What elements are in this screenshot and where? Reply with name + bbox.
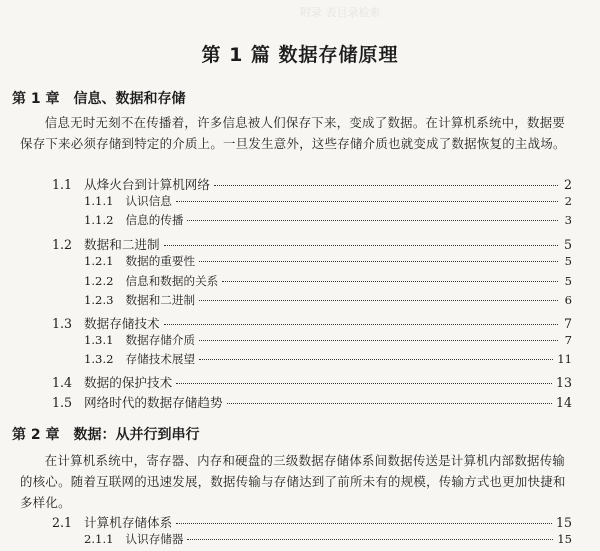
toc-title: 信息和数据的关系 bbox=[125, 274, 219, 288]
leader-dots bbox=[176, 200, 558, 202]
toc-number: 1.2.1 bbox=[84, 254, 114, 268]
toc-number: 1.5 bbox=[52, 395, 73, 410]
chapter-number: 第 1 章 bbox=[12, 91, 60, 107]
toc-page: 5 bbox=[564, 274, 572, 288]
leader-dots bbox=[176, 522, 552, 524]
toc-number: 1.1.2 bbox=[84, 213, 114, 227]
leader-dots bbox=[227, 402, 552, 404]
toc-entry[interactable] bbox=[52, 372, 572, 392]
leader-dots bbox=[199, 260, 558, 262]
toc-entry[interactable] bbox=[84, 531, 572, 551]
toc-entry[interactable] bbox=[52, 174, 572, 194]
toc-number: 1.4 bbox=[52, 375, 73, 390]
toc-number: 2.1 bbox=[52, 515, 73, 530]
leader-dots bbox=[214, 184, 558, 186]
toc-page: 2 bbox=[564, 194, 572, 208]
toc-entry[interactable] bbox=[84, 351, 572, 371]
leader-dots bbox=[164, 244, 558, 246]
toc-page: 2 bbox=[563, 177, 572, 192]
toc-page: 15 bbox=[557, 532, 572, 546]
toc-title: 数据和二进制 bbox=[125, 293, 196, 307]
toc-number: 1.3 bbox=[52, 316, 73, 331]
toc-title: 认识信息 bbox=[125, 194, 172, 208]
toc-title: 数据和二进制 bbox=[84, 237, 160, 252]
leader-dots bbox=[164, 323, 558, 325]
leader-dots bbox=[222, 280, 558, 282]
chapter-number: 第 2 章 bbox=[12, 427, 60, 443]
toc-title: 认识存储器 bbox=[125, 532, 184, 546]
toc-entry[interactable] bbox=[84, 193, 572, 213]
toc-number: 1.1.1 bbox=[84, 194, 114, 208]
toc-page: 5 bbox=[564, 254, 572, 268]
toc-page: 6 bbox=[564, 293, 572, 307]
toc-entry[interactable] bbox=[84, 292, 572, 312]
leader-dots bbox=[187, 219, 558, 221]
toc-title: 信息的传播 bbox=[125, 213, 184, 227]
toc-number: 1.3.1 bbox=[84, 333, 114, 347]
toc-entry[interactable] bbox=[84, 253, 572, 273]
toc-title: 数据存储介质 bbox=[125, 333, 196, 347]
toc-number: 1.1 bbox=[52, 177, 73, 192]
toc-entry[interactable] bbox=[52, 313, 572, 333]
chapter-heading bbox=[12, 424, 200, 444]
leader-dots bbox=[199, 339, 558, 341]
leader-dots bbox=[199, 358, 553, 360]
toc-page: 15 bbox=[555, 515, 572, 530]
toc-page: 14 bbox=[555, 395, 572, 410]
toc-page: 7 bbox=[563, 316, 572, 331]
chapter-title: 数据：从并行到串行 bbox=[73, 427, 200, 443]
toc-number: 2.1.1 bbox=[84, 532, 114, 546]
chapter-intro: 在计算机系统中，寄存器、内存和硬盘的三级数据存储体系间数据传送是计算机内部数据传输的核心。随着互联网的迅速发展，数据传输与存储达到了前所未有的规模，传输方式也更加快捷和多样化。 bbox=[20, 453, 566, 510]
toc-number: 1.2.3 bbox=[84, 293, 114, 307]
toc-entry[interactable] bbox=[84, 273, 572, 293]
leader-dots bbox=[187, 538, 553, 540]
leader-dots bbox=[199, 299, 558, 301]
toc-title: 从烽火台到计算机网络 bbox=[84, 177, 210, 192]
toc-page: 11 bbox=[557, 352, 572, 366]
toc-title: 数据的保护技术 bbox=[84, 375, 173, 390]
toc-entry[interactable] bbox=[52, 234, 572, 254]
leader-dots bbox=[176, 382, 552, 384]
toc-title: 数据存储技术 bbox=[84, 316, 160, 331]
toc-title: 存储技术展望 bbox=[125, 352, 196, 366]
toc-page: 3 bbox=[564, 213, 572, 227]
toc-entry[interactable] bbox=[84, 332, 572, 352]
toc-number: 1.3.2 bbox=[84, 352, 114, 366]
toc-entry[interactable] bbox=[84, 212, 572, 232]
chapter-intro: 信息无时无刻不在传播着，许多信息被人们保存下来，变成了数据。在计算机系统中，数据要保存下来必须存储到特定的介质上。一旦发生意外，这些存储介质也就变成了数据恢复的主战场。 bbox=[20, 115, 566, 151]
toc-title: 网络时代的数据存储趋势 bbox=[84, 395, 223, 410]
toc-title: 计算机存储体系 bbox=[84, 515, 173, 530]
toc-page: 13 bbox=[555, 375, 572, 390]
bleed-through-text: 附录 表目录检索 bbox=[300, 6, 381, 19]
toc-entry[interactable] bbox=[52, 512, 572, 532]
chapter-heading bbox=[12, 88, 186, 108]
toc-entry[interactable] bbox=[52, 392, 572, 412]
toc-number: 1.2 bbox=[52, 237, 73, 252]
chapter-title: 信息、数据和存储 bbox=[73, 91, 186, 107]
toc-title: 数据的重要性 bbox=[125, 254, 196, 268]
toc-page: 7 bbox=[564, 333, 572, 347]
part-title: 第 1 篇 数据存储原理 bbox=[201, 44, 399, 66]
toc-number: 1.2.2 bbox=[84, 274, 114, 288]
toc-page: 5 bbox=[563, 237, 572, 252]
